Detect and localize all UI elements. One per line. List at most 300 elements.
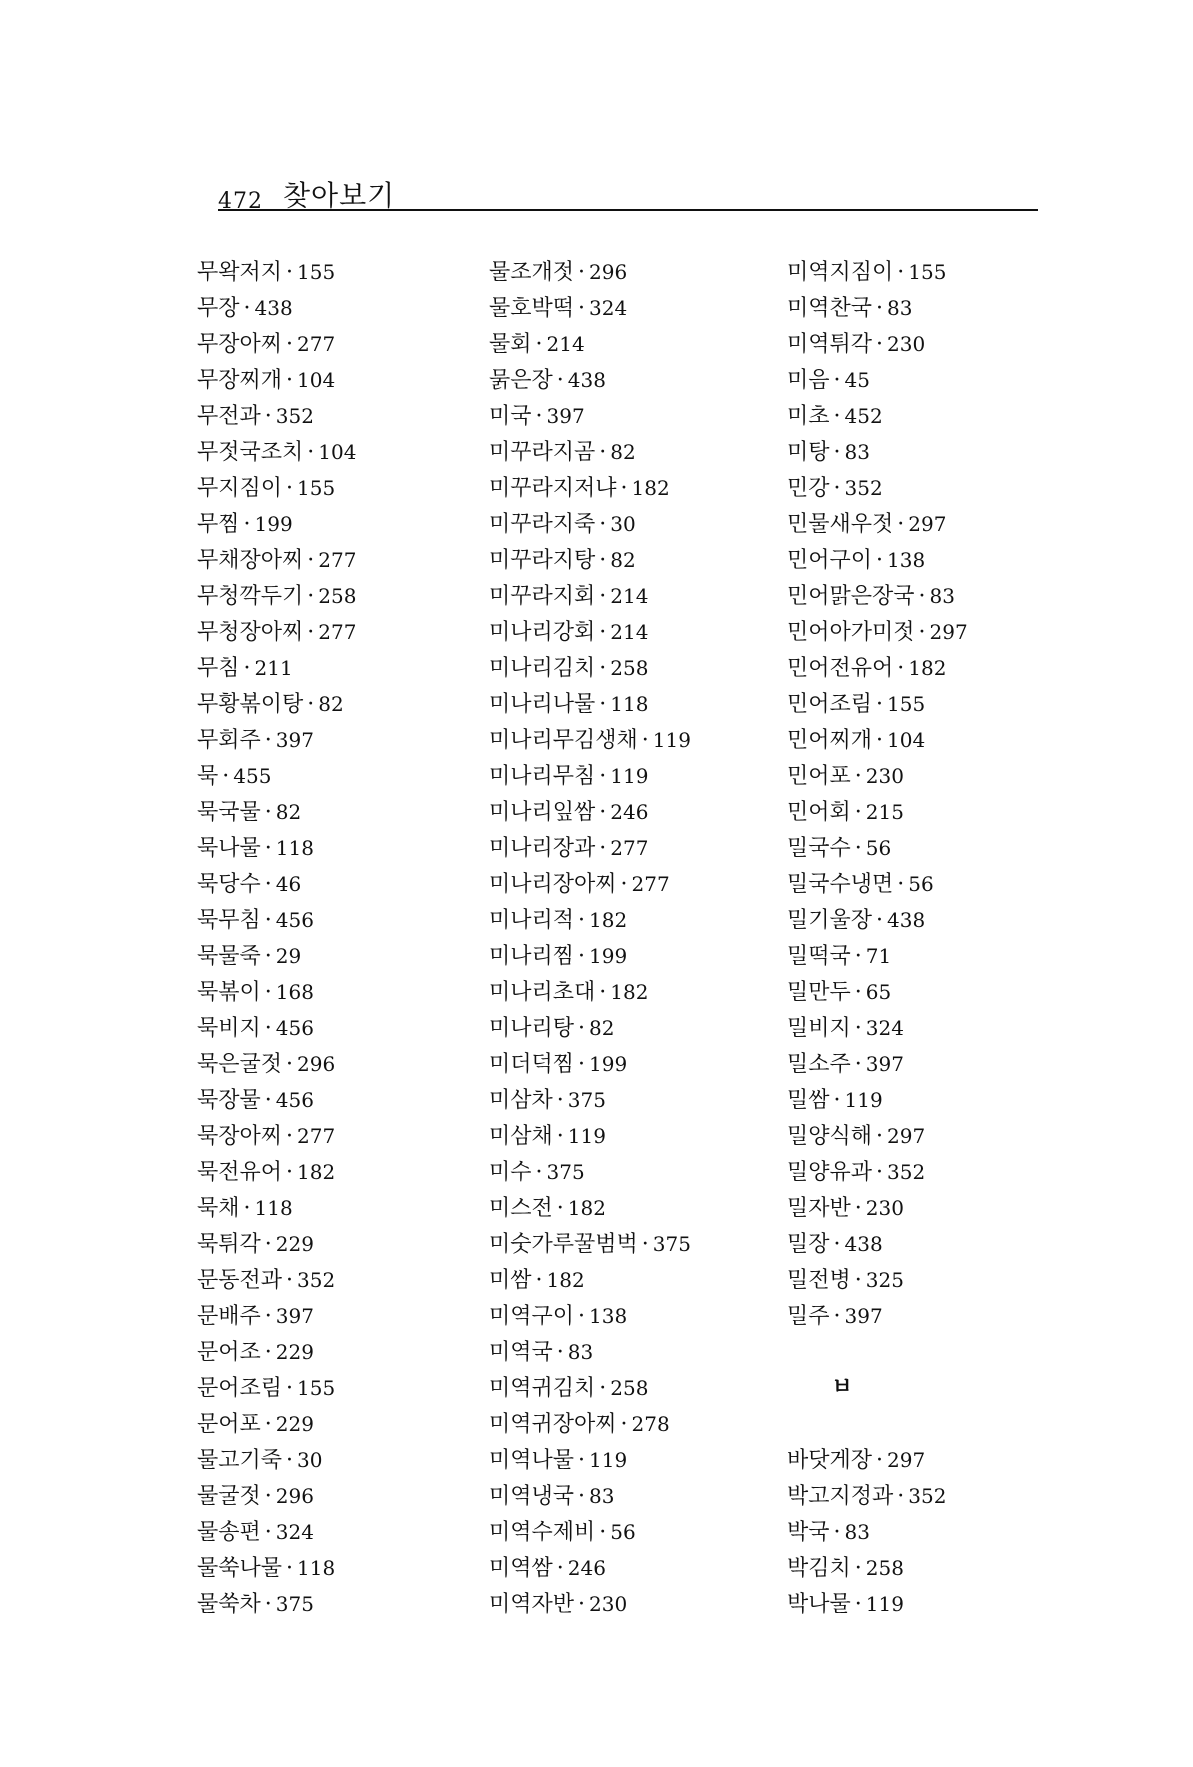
index-entry (489, 866, 691, 902)
index-term: 미숫가루꿀범벅 (489, 1232, 638, 1257)
index-entry (787, 722, 968, 758)
index-term: 무장아찌 (197, 332, 283, 357)
index-term: 물쑥나물 (197, 1556, 283, 1581)
separator-dot: · (854, 1592, 862, 1617)
index-entry (787, 650, 968, 686)
index-term: 민어조림 (787, 692, 873, 717)
index-term: 묵 (197, 764, 219, 789)
index-term: 묵볶이 (197, 980, 261, 1005)
index-term: 미역자반 (489, 1592, 575, 1617)
index-page-number: 324 (589, 296, 628, 320)
separator-dot: · (264, 1412, 272, 1437)
index-page-number: 119 (865, 1592, 904, 1616)
index-page-number: 352 (908, 1484, 947, 1508)
separator-dot: · (876, 1160, 884, 1185)
separator-dot: · (264, 944, 272, 969)
index-page-number: 297 (908, 512, 947, 536)
index-term: 민어전유어 (787, 656, 894, 681)
index-term: 묵국물 (197, 800, 261, 825)
index-page-number: 211 (254, 656, 293, 680)
index-page-number: 45 (844, 368, 870, 392)
separator-dot: · (578, 1304, 586, 1329)
index-term: 밀비지 (787, 1016, 851, 1041)
index-term: 물조개젓 (489, 260, 575, 285)
index-entry (197, 578, 356, 614)
separator-dot: · (876, 548, 884, 573)
index-page-number: 155 (297, 1376, 336, 1400)
index-entry (197, 1226, 356, 1262)
index-page-number: 452 (844, 404, 883, 428)
index-page-number: 155 (887, 692, 926, 716)
index-term: 묵나물 (197, 836, 261, 861)
separator-dot: · (286, 1448, 294, 1473)
index-page-number: 230 (865, 1196, 904, 1220)
index-entry (489, 686, 691, 722)
index-entry (787, 1226, 968, 1262)
index-page-number: 118 (297, 1556, 336, 1580)
separator-dot: · (599, 836, 607, 861)
index-entry (197, 398, 356, 434)
index-page-number: 182 (610, 980, 649, 1004)
index-term: 무청깍두기 (197, 584, 304, 609)
index-entry (787, 1442, 968, 1478)
separator-dot: · (264, 1484, 272, 1509)
separator-dot: · (264, 836, 272, 861)
separator-dot: · (918, 620, 926, 645)
index-page-number: 199 (589, 944, 628, 968)
index-entry (787, 542, 968, 578)
separator-dot: · (286, 1556, 294, 1581)
index-page-number: 82 (589, 1016, 615, 1040)
separator-dot: · (876, 728, 884, 753)
index-entry (489, 758, 691, 794)
index-page-number: 182 (567, 1196, 606, 1220)
index-entry (197, 650, 356, 686)
index-page-number: 168 (275, 980, 314, 1004)
index-page-number: 296 (297, 1052, 336, 1076)
index-entry (787, 254, 968, 290)
index-entry (787, 290, 968, 326)
separator-dot: · (854, 980, 862, 1005)
index-page-number: 375 (567, 1088, 606, 1112)
separator-dot: · (286, 1052, 294, 1077)
index-term: 묵무침 (197, 908, 261, 933)
index-entry (197, 1370, 356, 1406)
index-entry (787, 434, 968, 470)
index-page-number: 199 (589, 1052, 628, 1076)
separator-dot: · (264, 1340, 272, 1365)
separator-dot: · (264, 1088, 272, 1113)
separator-dot: · (578, 1484, 586, 1509)
index-page-number: 438 (844, 1232, 883, 1256)
index-page-number: 296 (275, 1484, 314, 1508)
index-column-3 (787, 254, 968, 1622)
index-entry (787, 1154, 968, 1190)
index-page-number: 82 (275, 800, 302, 824)
separator-dot: · (243, 296, 251, 321)
index-term: 미역수제비 (489, 1520, 596, 1545)
index-term: 밀장 (787, 1232, 830, 1257)
index-entry (787, 1478, 968, 1514)
separator-dot: · (556, 1556, 564, 1581)
index-page-number: 46 (275, 872, 302, 896)
index-page-number: 82 (318, 692, 344, 716)
index-page-number: 397 (275, 1304, 314, 1328)
separator-dot: · (876, 1124, 884, 1149)
index-term: 무전과 (197, 404, 261, 429)
index-entry (197, 1046, 356, 1082)
separator-dot: · (222, 764, 230, 789)
index-term: 박고지정과 (787, 1484, 894, 1509)
separator-dot: · (535, 1160, 543, 1185)
separator-dot: · (578, 1052, 586, 1077)
index-entry (489, 1082, 691, 1118)
index-term: 미나리장과 (489, 836, 596, 861)
index-page-number: 104 (318, 440, 357, 464)
index-term: 밀국수냉면 (787, 872, 894, 897)
separator-dot: · (535, 332, 543, 357)
index-page-number: 258 (865, 1556, 904, 1580)
index-entry (197, 542, 356, 578)
index-entry (489, 1370, 691, 1406)
index-term: 민어찌개 (787, 728, 873, 753)
index-term: 밀기울장 (787, 908, 873, 933)
index-term: 미나리김치 (489, 656, 596, 681)
index-term: 미역구이 (489, 1304, 575, 1329)
index-page-number: 246 (567, 1556, 606, 1580)
index-term: 미나리무김생채 (489, 728, 638, 753)
index-page-number: 258 (318, 584, 357, 608)
index-page-number: 352 (844, 476, 883, 500)
index-term: 물호박떡 (489, 296, 575, 321)
index-page-number: 230 (589, 1592, 628, 1616)
index-term: 미쌈 (489, 1268, 532, 1293)
separator-dot: · (264, 980, 272, 1005)
separator-dot: · (599, 980, 607, 1005)
index-page-number: 246 (610, 800, 649, 824)
index-term: 무찜 (197, 512, 240, 537)
index-entry (197, 830, 356, 866)
index-term: 미역나물 (489, 1448, 575, 1473)
separator-dot: · (307, 620, 315, 645)
index-entry (787, 938, 968, 974)
index-term: 묵튀각 (197, 1232, 261, 1257)
index-term: 미국 (489, 404, 532, 429)
index-term: 묵전유어 (197, 1160, 283, 1185)
index-entry (787, 362, 968, 398)
index-page-number: 83 (887, 296, 913, 320)
separator-dot: · (286, 1124, 294, 1149)
separator-dot: · (535, 404, 543, 429)
index-column-3-after (787, 1442, 968, 1622)
index-term: 미역튀각 (787, 332, 873, 357)
separator-dot: · (599, 548, 607, 573)
index-term: 미삼차 (489, 1088, 553, 1113)
index-entry (197, 866, 356, 902)
index-term: 미나리강회 (489, 620, 596, 645)
index-entry (197, 1478, 356, 1514)
index-entry (197, 1334, 356, 1370)
index-term: 미나리탕 (489, 1016, 575, 1041)
index-entry (197, 794, 356, 830)
separator-dot: · (599, 440, 607, 465)
index-page-number: 71 (865, 944, 892, 968)
separator-dot: · (599, 1376, 607, 1401)
index-page-number: 104 (297, 368, 336, 392)
index-term: 밀자반 (787, 1196, 851, 1221)
index-term: 무장찌개 (197, 368, 283, 393)
index-page-number: 296 (589, 260, 628, 284)
index-entry (489, 1442, 691, 1478)
index-entry (489, 1298, 691, 1334)
separator-dot: · (599, 1520, 607, 1545)
separator-dot: · (578, 908, 586, 933)
index-term: 미나리잎쌈 (489, 800, 596, 825)
index-page-number: 438 (567, 368, 606, 392)
index-entry (489, 434, 691, 470)
index-entry (197, 1082, 356, 1118)
separator-dot: · (578, 260, 586, 285)
index-entry (489, 1154, 691, 1190)
separator-dot: · (833, 368, 841, 393)
index-term: 물쑥차 (197, 1592, 261, 1617)
separator-dot: · (897, 656, 905, 681)
separator-dot: · (264, 728, 272, 753)
separator-dot: · (854, 1052, 862, 1077)
index-term: 밀국수 (787, 836, 851, 861)
separator-dot: · (578, 944, 586, 969)
section-spacer-top (787, 1334, 968, 1370)
index-term: 무청장아찌 (197, 620, 304, 645)
index-page-number: 229 (275, 1232, 314, 1256)
index-entry (489, 1586, 691, 1622)
separator-dot: · (307, 548, 315, 573)
index-term: 미탕 (787, 440, 830, 465)
index-page-number: 277 (631, 872, 670, 896)
index-entry (489, 326, 691, 362)
separator-dot: · (264, 1304, 272, 1329)
separator-dot: · (833, 440, 841, 465)
separator-dot: · (620, 872, 628, 897)
index-entry (489, 614, 691, 650)
index-entry (197, 254, 356, 290)
index-term: 미수 (489, 1160, 532, 1185)
index-term: 미역냉국 (489, 1484, 575, 1509)
index-page-number: 83 (844, 440, 870, 464)
index-entry (197, 1406, 356, 1442)
index-page-number: 119 (589, 1448, 628, 1472)
index-entry (197, 1154, 356, 1190)
separator-dot: · (578, 1448, 586, 1473)
index-page-number: 277 (297, 332, 336, 356)
index-page-number: 258 (610, 1376, 649, 1400)
index-term: 밀만두 (787, 980, 851, 1005)
index-page-number: 182 (908, 656, 947, 680)
header-rule (218, 209, 1038, 211)
index-entry (787, 326, 968, 362)
index-entry (489, 1334, 691, 1370)
index-page-number: 214 (610, 620, 649, 644)
separator-dot: · (243, 1196, 251, 1221)
index-entry (489, 362, 691, 398)
index-term: 민어회 (787, 800, 851, 825)
index-page-number: 397 (275, 728, 314, 752)
separator-dot: · (620, 1412, 628, 1437)
index-page-number: 214 (610, 584, 649, 608)
separator-dot: · (854, 764, 862, 789)
index-entry (787, 1298, 968, 1334)
index-entry (197, 470, 356, 506)
index-page-number: 215 (865, 800, 904, 824)
page-header (218, 166, 1038, 214)
index-term: 문어조 (197, 1340, 261, 1365)
index-entry (197, 326, 356, 362)
index-term: 미삼채 (489, 1124, 553, 1149)
index-entry (489, 722, 691, 758)
index-term: 미나리찜 (489, 944, 575, 969)
index-term: 민어포 (787, 764, 851, 789)
index-term: 미역국 (489, 1340, 553, 1365)
separator-dot: · (286, 260, 294, 285)
index-page-number: 138 (589, 1304, 628, 1328)
index-term: 미역찬국 (787, 296, 873, 321)
separator-dot: · (833, 1232, 841, 1257)
index-term: 밀주 (787, 1304, 830, 1329)
separator-dot: · (897, 512, 905, 537)
separator-dot: · (599, 620, 607, 645)
index-term: 미역귀장아찌 (489, 1412, 617, 1437)
index-entry (489, 470, 691, 506)
index-term: 미꾸라지죽 (489, 512, 596, 537)
index-term: 미꾸라지회 (489, 584, 596, 609)
separator-dot: · (599, 656, 607, 681)
index-entry (489, 542, 691, 578)
index-entry (197, 1010, 356, 1046)
index-entry (197, 362, 356, 398)
index-entry (489, 398, 691, 434)
separator-dot: · (264, 404, 272, 429)
index-term: 문어조림 (197, 1376, 283, 1401)
index-entry (489, 1190, 691, 1226)
index-term: 미나리적 (489, 908, 575, 933)
index-page-number: 229 (275, 1412, 314, 1436)
index-page-number: 229 (275, 1340, 314, 1364)
index-page-number: 30 (297, 1448, 323, 1472)
separator-dot: · (833, 1520, 841, 1545)
separator-dot: · (833, 476, 841, 501)
separator-dot: · (897, 872, 905, 897)
index-page-number: 277 (318, 620, 357, 644)
separator-dot: · (876, 692, 884, 717)
index-page-number: 278 (631, 1412, 670, 1436)
separator-dot: · (599, 692, 607, 717)
separator-dot: · (556, 1088, 564, 1113)
separator-dot: · (264, 908, 272, 933)
index-entry (787, 1010, 968, 1046)
index-term: 문배주 (197, 1304, 261, 1329)
separator-dot: · (599, 512, 607, 537)
separator-dot: · (578, 296, 586, 321)
separator-dot: · (264, 1592, 272, 1617)
index-term: 묽은장 (489, 368, 553, 393)
index-term: 무황볶이탕 (197, 692, 304, 717)
index-page-number: 83 (844, 1520, 870, 1544)
index-entry (197, 614, 356, 650)
index-term: 밀전병 (787, 1268, 851, 1293)
index-page-number: 297 (887, 1124, 926, 1148)
index-term: 무지짐이 (197, 476, 283, 501)
separator-dot: · (876, 332, 884, 357)
index-term: 민어맑은장국 (787, 584, 915, 609)
index-entry (197, 938, 356, 974)
separator-dot: · (578, 1016, 586, 1041)
index-term: 미스전 (489, 1196, 553, 1221)
index-term: 물굴젓 (197, 1484, 261, 1509)
index-page-number: 297 (887, 1448, 926, 1472)
index-term: 박김치 (787, 1556, 851, 1581)
index-entry (787, 758, 968, 794)
index-entry (787, 686, 968, 722)
index-page-number: 230 (887, 332, 926, 356)
index-term: 미음 (787, 368, 830, 393)
index-entry (489, 1514, 691, 1550)
separator-dot: · (264, 1520, 272, 1545)
index-term: 무침 (197, 656, 240, 681)
index-entry (489, 578, 691, 614)
index-page-number: 438 (254, 296, 293, 320)
index-entry (489, 1226, 691, 1262)
separator-dot: · (307, 584, 315, 609)
separator-dot: · (535, 1268, 543, 1293)
index-term: 민어구이 (787, 548, 873, 573)
index-entry (489, 938, 691, 974)
index-page-number: 155 (908, 260, 947, 284)
index-entry (197, 974, 356, 1010)
index-page-number: 456 (275, 908, 314, 932)
separator-dot: · (307, 692, 315, 717)
index-term: 물송편 (197, 1520, 261, 1545)
index-page-number: 29 (275, 944, 302, 968)
index-term: 민어아가미젓 (787, 620, 915, 645)
separator-dot: · (641, 1232, 649, 1257)
index-term: 미나리무침 (489, 764, 596, 789)
separator-dot: · (307, 440, 315, 465)
index-page-number: 118 (254, 1196, 293, 1220)
index-entry (489, 290, 691, 326)
separator-dot: · (854, 1556, 862, 1581)
index-entry (787, 578, 968, 614)
index-entry (787, 1550, 968, 1586)
index-page-number: 118 (610, 692, 649, 716)
index-page-number: 83 (567, 1340, 594, 1364)
separator-dot: · (641, 728, 649, 753)
index-page-number: 352 (297, 1268, 336, 1292)
separator-dot: · (854, 1016, 862, 1041)
separator-dot: · (286, 332, 294, 357)
index-page-number: 375 (275, 1592, 314, 1616)
separator-dot: · (599, 764, 607, 789)
index-page-number: 82 (610, 548, 636, 572)
index-page-number: 118 (275, 836, 314, 860)
index-page-number: 119 (652, 728, 691, 752)
index-entry (197, 758, 356, 794)
separator-dot: · (620, 476, 628, 501)
index-page-number: 230 (865, 764, 904, 788)
index-entry (197, 686, 356, 722)
index-entry (787, 1082, 968, 1118)
index-page-number: 438 (887, 908, 926, 932)
index-page-number: 82 (610, 440, 636, 464)
